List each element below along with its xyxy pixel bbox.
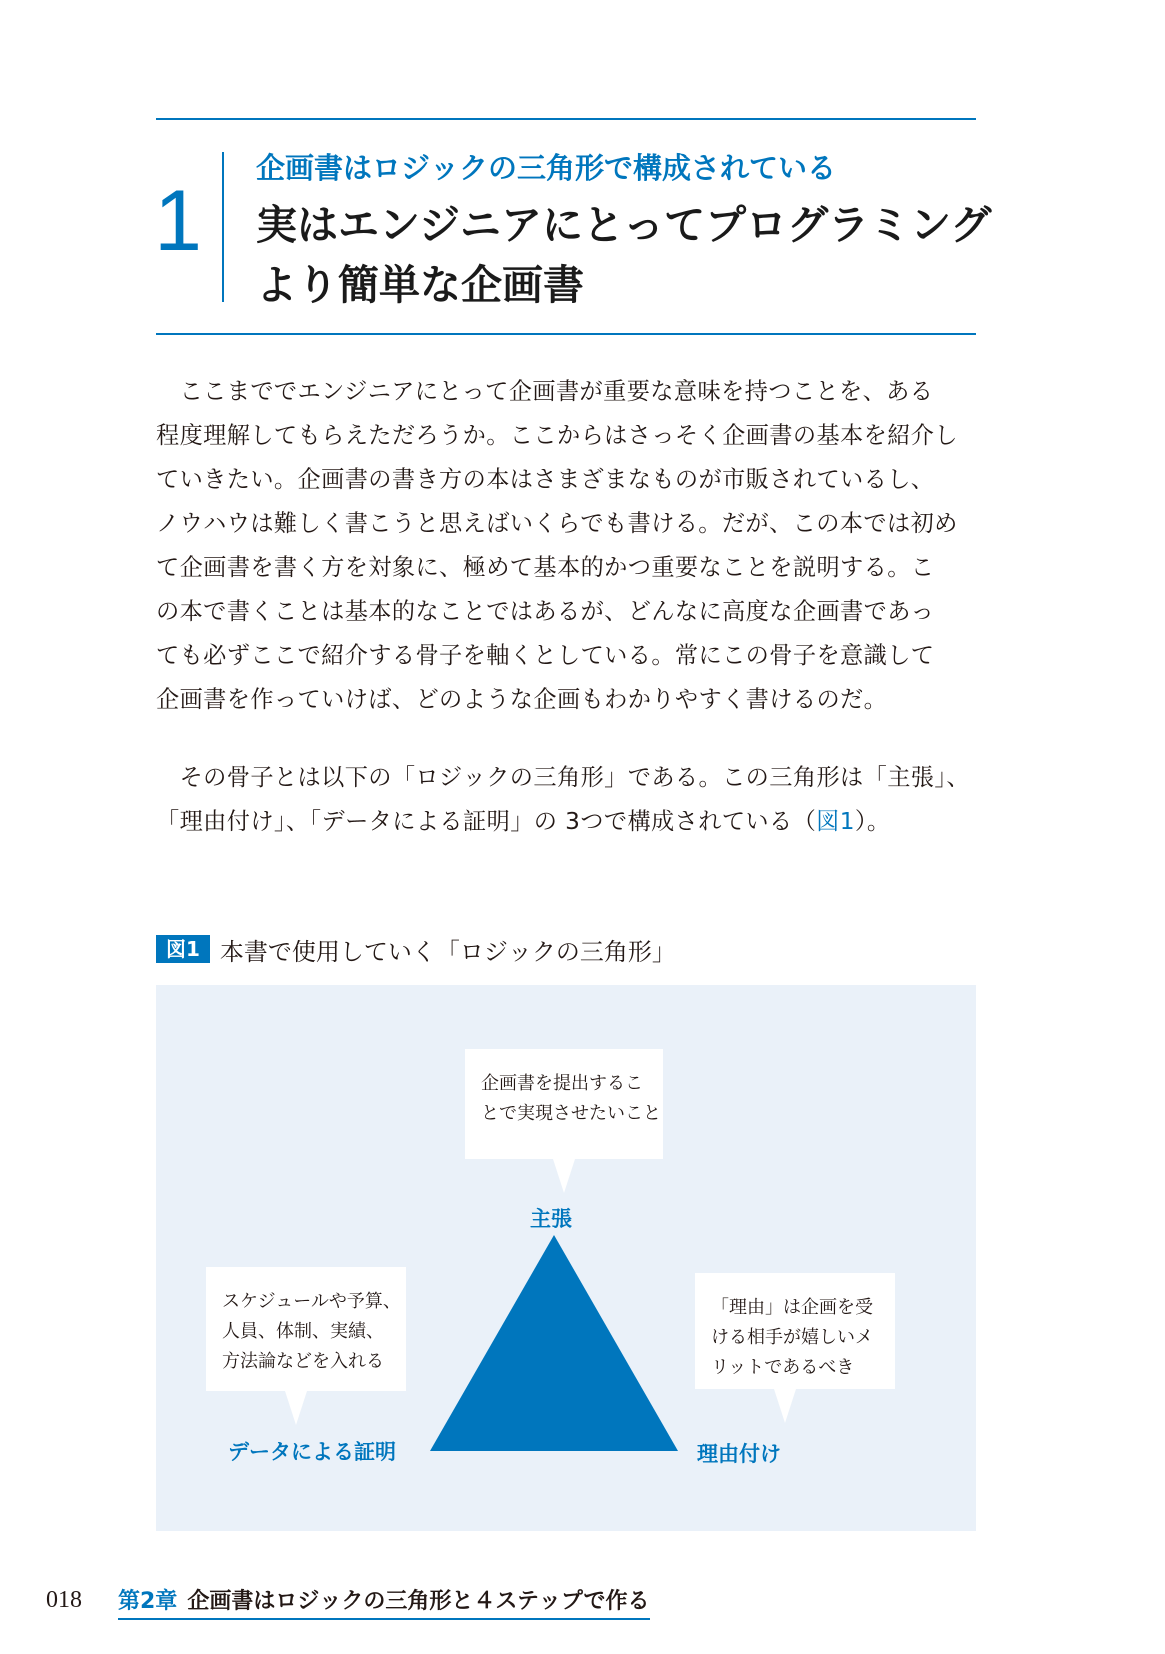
figure-caption [156,934,676,964]
note-line: スケジュールや予算、 [222,1291,401,1312]
body-text-segment: 「理由付け」、「データによる証明」の 3つで構成されている（ [156,808,817,835]
bubble-tail [553,1159,575,1193]
right-label: 理由付け [697,1442,781,1466]
bubble-tail [285,1391,307,1425]
body-line: ても必ずここで紹介する骨子を軸くとしている。常にこの骨子を意識して [156,642,935,669]
body-line: ノウハウは難しく書こうと思えばいくらでも書ける。だが、この本では初め [156,510,958,537]
figure-reference-link[interactable]: 図1 [816,808,855,835]
page-number: 018 [46,1587,82,1613]
body-paragraph-2 [156,756,976,844]
note-line: とで実現させたいこと [481,1103,661,1124]
bubble-tail [774,1389,796,1423]
section-title-line1: 実はエンジニアにとってプログラミング [256,201,992,249]
section-title [256,195,991,315]
body-line [156,800,976,844]
note-line: ける相手が嬉しいメ [711,1327,873,1348]
section-divider [222,152,224,302]
body-line: ていきたい。企画書の書き方の本はさまざまなものが市販されているし、 [156,466,935,493]
body-line: ここまででエンジニアにとって企画書が重要な意味を持つことを、ある [156,378,934,405]
chapter-number: 第2章 [118,1589,178,1614]
body-line: て企画書を書く方を対象に、極めて基本的かつ重要なことを説明する。こ [156,554,935,581]
right-note-bubble [695,1273,895,1389]
left-note-bubble [206,1267,406,1391]
apex-label: 主張 [530,1207,572,1231]
body-line: その骨子とは以下の「ロジックの三角形」である。この三角形は「主張」、 [156,764,970,791]
note-line: 方法論などを入れる [222,1351,384,1372]
body-line: の本で書くことは基本的なことではあるが、どんなに高度な企画書であっ [156,598,935,625]
triangle-shape [430,1235,678,1451]
note-line: 人員、体制、実績、 [222,1321,384,1342]
chapter-title: 企画書はロジックの三角形と４ステップで作る [187,1589,650,1614]
body-line: 程度理解してもらえただろうか。ここからはさっそく企画書の基本を紹介し [156,422,958,449]
logic-triangle [430,1235,690,1453]
body-line: 企画書を作っていけば、どのような企画もわかりやすく書けるのだ。 [156,686,888,713]
apex-note-bubble [465,1049,663,1159]
running-footer [118,1584,650,1620]
note-line: リットであるべき [711,1357,855,1378]
left-label: データによる証明 [228,1440,396,1464]
note-line: 「理由」は企画を受 [711,1297,873,1318]
figure-title: 本書で使用していく「ロジックの三角形」 [219,937,676,966]
body-text-segment: ）。 [854,808,891,835]
section-number: 1 [154,173,202,269]
section-subtitle: 企画書はロジックの三角形で構成されている [256,151,837,185]
figure-tag: 図1 [156,935,210,963]
note-line: 企画書を提出するこ [481,1073,643,1094]
header-rule-top [156,118,976,120]
body-paragraph-1 [156,370,976,722]
section-title-line2: より簡単な企画書 [256,261,584,309]
header-rule-bottom [156,333,976,335]
